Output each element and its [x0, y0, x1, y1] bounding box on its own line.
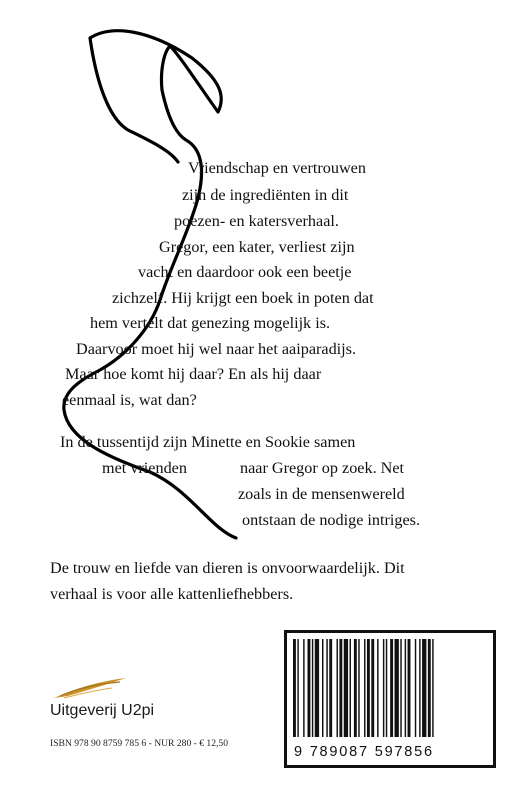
blurb-line: De trouw en liefde van dieren is onvoorwaardelijk. Dit	[50, 559, 405, 577]
barcode-bar	[350, 639, 351, 737]
barcode-bar	[395, 639, 399, 737]
barcode-bar	[432, 639, 433, 737]
blurb-line: In de tussentijd zijn Minette en Sookie samen	[60, 433, 356, 451]
blurb-line: vacht en daardoor ook een beetje	[138, 263, 352, 281]
barcode-bar	[293, 639, 296, 737]
barcode-bar	[364, 639, 365, 737]
barcode-bar	[390, 639, 393, 737]
barcode-bar	[422, 639, 426, 737]
barcode-bar	[383, 639, 384, 737]
barcode-bar	[339, 639, 342, 737]
barcode-icon	[287, 633, 493, 741]
barcode-bar	[371, 639, 374, 737]
blurb-line: met vrienden	[102, 459, 187, 477]
barcode-bar	[428, 639, 431, 737]
barcode-bar	[337, 639, 338, 737]
blurb-line: Vriendschap en vertrouwen	[188, 159, 366, 177]
barcode-digits: 9 789087 597856	[294, 744, 434, 760]
barcode-bar	[326, 639, 327, 737]
blurb-line: Daarvoor moet hij wel naar het aaiparadijs.	[76, 340, 357, 358]
barcode-bar	[303, 639, 304, 737]
blurb-line: hem vertelt dat genezing mogelijk is.	[90, 314, 331, 332]
barcode-bar	[405, 639, 406, 737]
blurb-line: zoals in de mensenwereld	[238, 485, 405, 503]
barcode-bar	[377, 639, 378, 737]
blurb-line: ontstaan de nodige intriges.	[242, 511, 421, 529]
barcode-bar	[408, 639, 411, 737]
blurb-line: zijn de ingrediënten in dit	[182, 186, 349, 204]
barcode-bar	[358, 639, 359, 737]
blurb-line: eenmaal is, wat dan?	[62, 391, 197, 409]
barcode-bar	[312, 639, 313, 737]
blurb-line: verhaal is voor alle kattenliefhebbers.	[50, 585, 294, 603]
barcode-bar	[297, 639, 298, 737]
barcode-bar	[419, 639, 420, 737]
blurb-line: Maar hoe komt hij daar? En als hij daar	[65, 365, 322, 383]
blurb-line: naar Gregor op zoek. Net	[240, 459, 405, 477]
barcode-bar	[400, 639, 401, 737]
barcode-bar	[354, 639, 357, 737]
blurb-line: zichzelf. Hij krijgt een boek in poten dat	[112, 289, 374, 307]
feather-wing-icon	[50, 676, 130, 700]
isbn-nur-price: ISBN 978 90 8759 785 6 - NUR 280 - € 12,50	[50, 738, 229, 749]
publisher-logo	[50, 676, 154, 720]
blurb-line: Gregor, een kater, verliest zijn	[159, 238, 355, 256]
barcode-bar	[308, 639, 311, 737]
barcode-bar	[367, 639, 370, 737]
barcode-bar	[344, 639, 348, 737]
blurb-line: poezen- en katersverhaal.	[174, 212, 339, 230]
publisher-name: Uitgeverij U2pi	[50, 702, 155, 719]
barcode-bar	[329, 639, 332, 737]
barcode-bar	[415, 639, 416, 737]
barcode-bar	[386, 639, 387, 737]
barcode-bar	[322, 639, 323, 737]
barcode-bar	[315, 639, 319, 737]
